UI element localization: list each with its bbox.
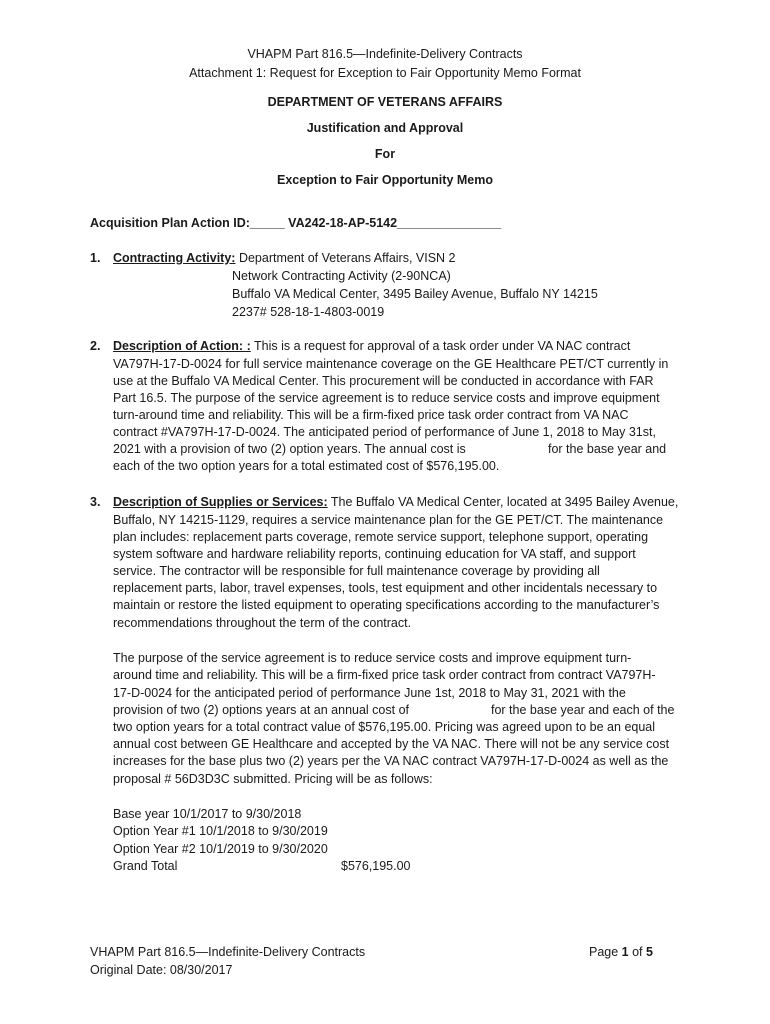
section-3-para2-line: 17-D-0024 for the anticipated period of performance June 1st, 2018 to May 31, 2021 with the <box>113 686 626 700</box>
section-3-label: Description of Supplies or Services: <box>113 495 328 509</box>
section-1-line: 2237# 528-18-1-4803-0019 <box>232 305 385 319</box>
section-3-para2-line: around time and reliability. This will be a firm-fixed price task order contract from contract VA797H- <box>113 668 656 682</box>
section-3-line: plan includes: replacement parts coverage, remote service support, telephone support, operating <box>113 530 649 544</box>
section-2-line: contract #VA797H-17-D-0024. The anticipated period of performance of June 1, 2018 to May 31st, <box>113 425 656 439</box>
section-2-first-line: Description of Action: : This is a request for approval of a task order under VA NAC contract <box>113 339 631 353</box>
section-3-para2-line: increases for the base plus two (2) years per the VA NAC contract VA797H-17-D-0024 as well as the <box>113 754 669 768</box>
title-memo: Exception to Fair Opportunity Memo <box>277 173 493 187</box>
section-3-line: recommendations throughout the term of the contract. <box>113 616 412 630</box>
section-3-para2-line: proposal # 56D3D3C submitted. Pricing will be as follows: <box>113 772 433 786</box>
section-2-line: turn-around time and reliability. This will be a firm-fixed price task order contract from VA NAC <box>113 408 629 422</box>
section-2-line: each of the two option years for a total estimated cost of $576,195.00. <box>113 459 500 473</box>
pricing-base-year: Base year 10/1/2017 to 9/30/2018 <box>113 807 302 821</box>
section-3-para2-line: provision of two (2) options years at an annual cost of <box>113 703 409 717</box>
section-2-label: Description of Action: : <box>113 339 251 353</box>
section-1-label: Contracting Activity: <box>113 251 236 265</box>
footer-title: VHAPM Part 816.5—Indefinite-Delivery Contracts <box>90 945 366 959</box>
section-3-line: service. The contractor will be responsible for full maintenance coverage by providing all <box>113 564 600 578</box>
section-1-line: Buffalo VA Medical Center, 3495 Bailey Avenue, Buffalo NY 14215 <box>232 287 598 301</box>
section-2-line-tail: for the base year and <box>548 442 667 456</box>
section-2-line: 2021 with a provision of two (2) option years. The annual cost is <box>113 442 466 456</box>
title-justification: Justification and Approval <box>306 121 464 135</box>
section-2-line: VA797H-17-D-0024 for full service maintenance coverage on the GE Healthcare PET/CT currently in <box>113 357 669 371</box>
footer-original-date: Original Date: 08/30/2017 <box>90 963 233 977</box>
section-2-line: Part 16.5. The purpose of the service agreement is to reduce service costs and improve equipment <box>113 391 660 405</box>
section-1-line: Network Contracting Activity (2-90NCA) <box>232 269 451 283</box>
section-1-number: 1. <box>90 251 101 265</box>
section-3-para2-line: The purpose of the service agreement is to reduce service costs and improve equipment turn- <box>113 651 632 665</box>
pricing-option-year-2: Option Year #2 10/1/2019 to 9/30/2020 <box>113 842 328 856</box>
section-3-number: 3. <box>90 495 101 509</box>
header-line-2: Attachment 1: Request for Exception to Fair Opportunity Memo Format <box>189 66 581 80</box>
section-3-first-line: Description of Supplies or Services: The Buffalo VA Medical Center, located at 3495 Bailey Avenue, <box>113 495 679 509</box>
title-department: DEPARTMENT OF VETERANS AFFAIRS <box>267 95 503 109</box>
pricing-grand-total-label: Grand Total <box>113 859 178 873</box>
section-1-line: Department of Veterans Affairs, VISN 2 <box>238 251 456 265</box>
section-3-line: system software and hardware reliability reports, continuing education for VA staff, and support <box>113 547 636 561</box>
section-2-line: use at the Buffalo VA Medical Center. This procurement will be conducted in accordance with FAR <box>113 374 654 388</box>
section-1-heading <box>113 251 456 265</box>
section-3-line: replacement parts, labor, travel expenses, tools, test equipment and other incidentals necessary to <box>113 581 658 595</box>
section-3-para2-line: annual cost between GE Healthcare and accepted by the VA NAC. There will not be any service cost <box>113 737 670 751</box>
title-for: For <box>374 147 396 161</box>
section-3-line: maintain or restore the listed equipment to operating specifications according to the manufacturer’s <box>113 598 660 612</box>
section-3-line: Buffalo, NY 14215-1129, requires a service maintenance plan for the GE PET/CT. The maintenance <box>113 513 664 527</box>
footer-page-number: Page 1 of 5 <box>589 945 653 959</box>
pricing-grand-total-value: $576,195.00 <box>341 859 411 873</box>
acquisition-plan-id: Acquisition Plan Action ID:_____ VA242-18-AP-5142_______________ <box>90 216 502 230</box>
section-3-para2-line: two option years for a total contract value of $576,195.00. Pricing was agreed upon to be an equal <box>113 720 656 734</box>
section-3-para2-tail: for the base year and each of the <box>491 703 675 717</box>
pricing-option-year-1: Option Year #1 10/1/2018 to 9/30/2019 <box>113 824 328 838</box>
header-line-1: VHAPM Part 816.5—Indefinite-Delivery Contracts <box>247 47 523 61</box>
section-2-number: 2. <box>90 339 101 353</box>
